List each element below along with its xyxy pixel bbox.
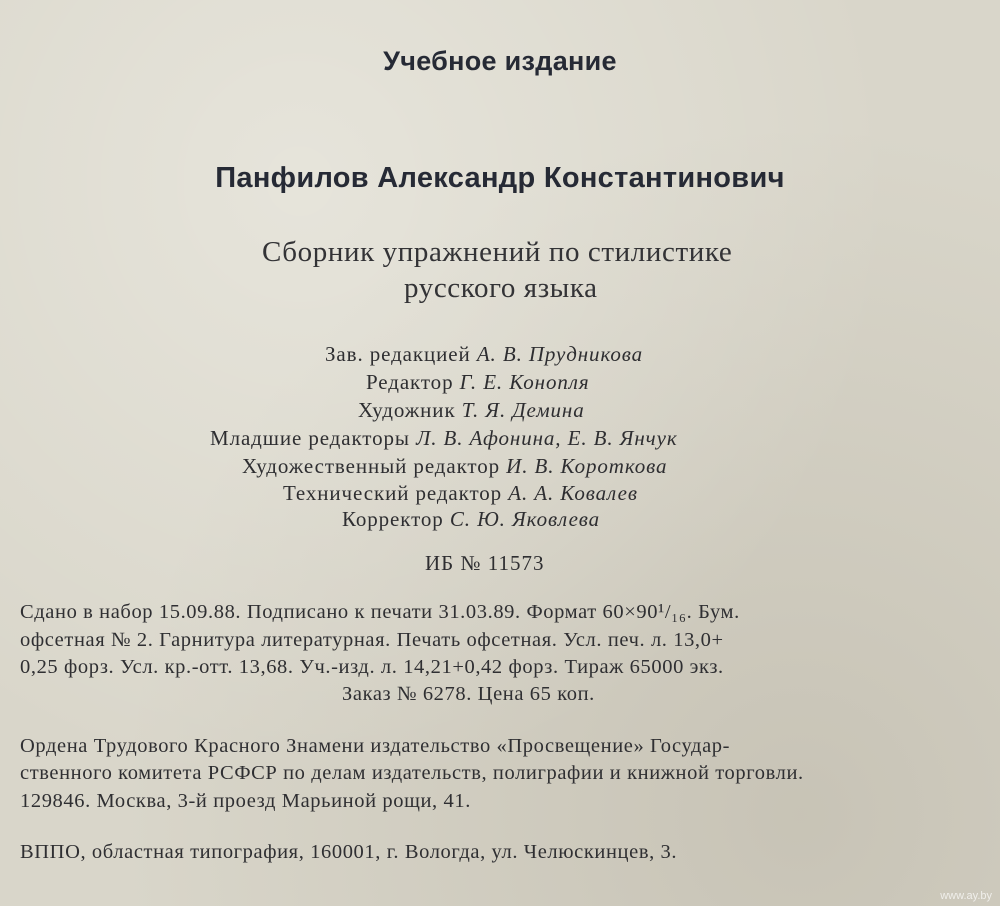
credit-line <box>366 370 590 395</box>
credit-name: А. А. Ковалев <box>508 481 638 505</box>
ib-number: ИБ № 11573 <box>425 551 545 575</box>
edition-heading: Учебное издание <box>383 46 617 76</box>
credit-name: Л. В. Афонина, Е. В. Янчук <box>416 426 678 450</box>
print-info-line: Заказ № 6278. Цена 65 коп. <box>342 683 595 705</box>
credit-role: Корректор <box>342 507 444 531</box>
book-title-line-1: Сборник упражнений по стилистике <box>262 236 733 268</box>
credit-name: Т. Я. Демина <box>461 398 585 422</box>
credit-line <box>342 507 600 532</box>
credit-role: Зав. редакцией <box>325 342 471 366</box>
credit-name: Г. Е. Конопля <box>459 370 590 394</box>
watermark: www.ay.by <box>940 890 992 902</box>
author-name: Панфилов Александр Константинович <box>215 162 785 194</box>
credit-role: Редактор <box>366 370 454 394</box>
publisher-line: Ордена Трудового Красного Знамени издательство «Просвещение» Государ- <box>20 735 731 757</box>
print-info-line: Сдано в набор 15.09.88. Подписано к печати 31.03.89. Формат 60×90¹/₁₆. Бум. <box>20 601 740 623</box>
credit-role: Младшие редакторы <box>210 426 410 450</box>
credit-role: Технический редактор <box>283 481 503 505</box>
credit-name: С. Ю. Яковлева <box>449 507 601 531</box>
publisher-line: 129846. Москва, 3-й проезд Марьиной рощи, 41. <box>20 790 471 812</box>
book-title-line-2: русского языка <box>404 272 598 304</box>
credit-line <box>358 398 585 423</box>
credit-role: Художественный редактор <box>242 454 500 478</box>
credit-name: А. В. Прудникова <box>476 342 644 366</box>
credit-name: И. В. Короткова <box>506 454 668 478</box>
printer-line: ВППО, областная типография, 160001, г. Вологда, ул. Челюскинцев, 3. <box>20 841 678 863</box>
credit-line <box>242 454 667 479</box>
print-info-line: 0,25 форз. Усл. кр.-отт. 13,68. Уч.-изд. л. 14,21+0,42 форз. Тираж 65000 экз. <box>20 656 724 678</box>
credit-line <box>283 481 638 506</box>
publisher-line: ственного комитета РСФСР по делам издательств, полиграфии и книжной торговли. <box>20 762 804 784</box>
credit-line <box>325 342 643 367</box>
credit-line <box>210 426 678 451</box>
print-info-line: офсетная № 2. Гарнитура литературная. Печать офсетная. Усл. печ. л. 13,0+ <box>20 629 724 651</box>
credit-role: Художник <box>358 398 456 422</box>
